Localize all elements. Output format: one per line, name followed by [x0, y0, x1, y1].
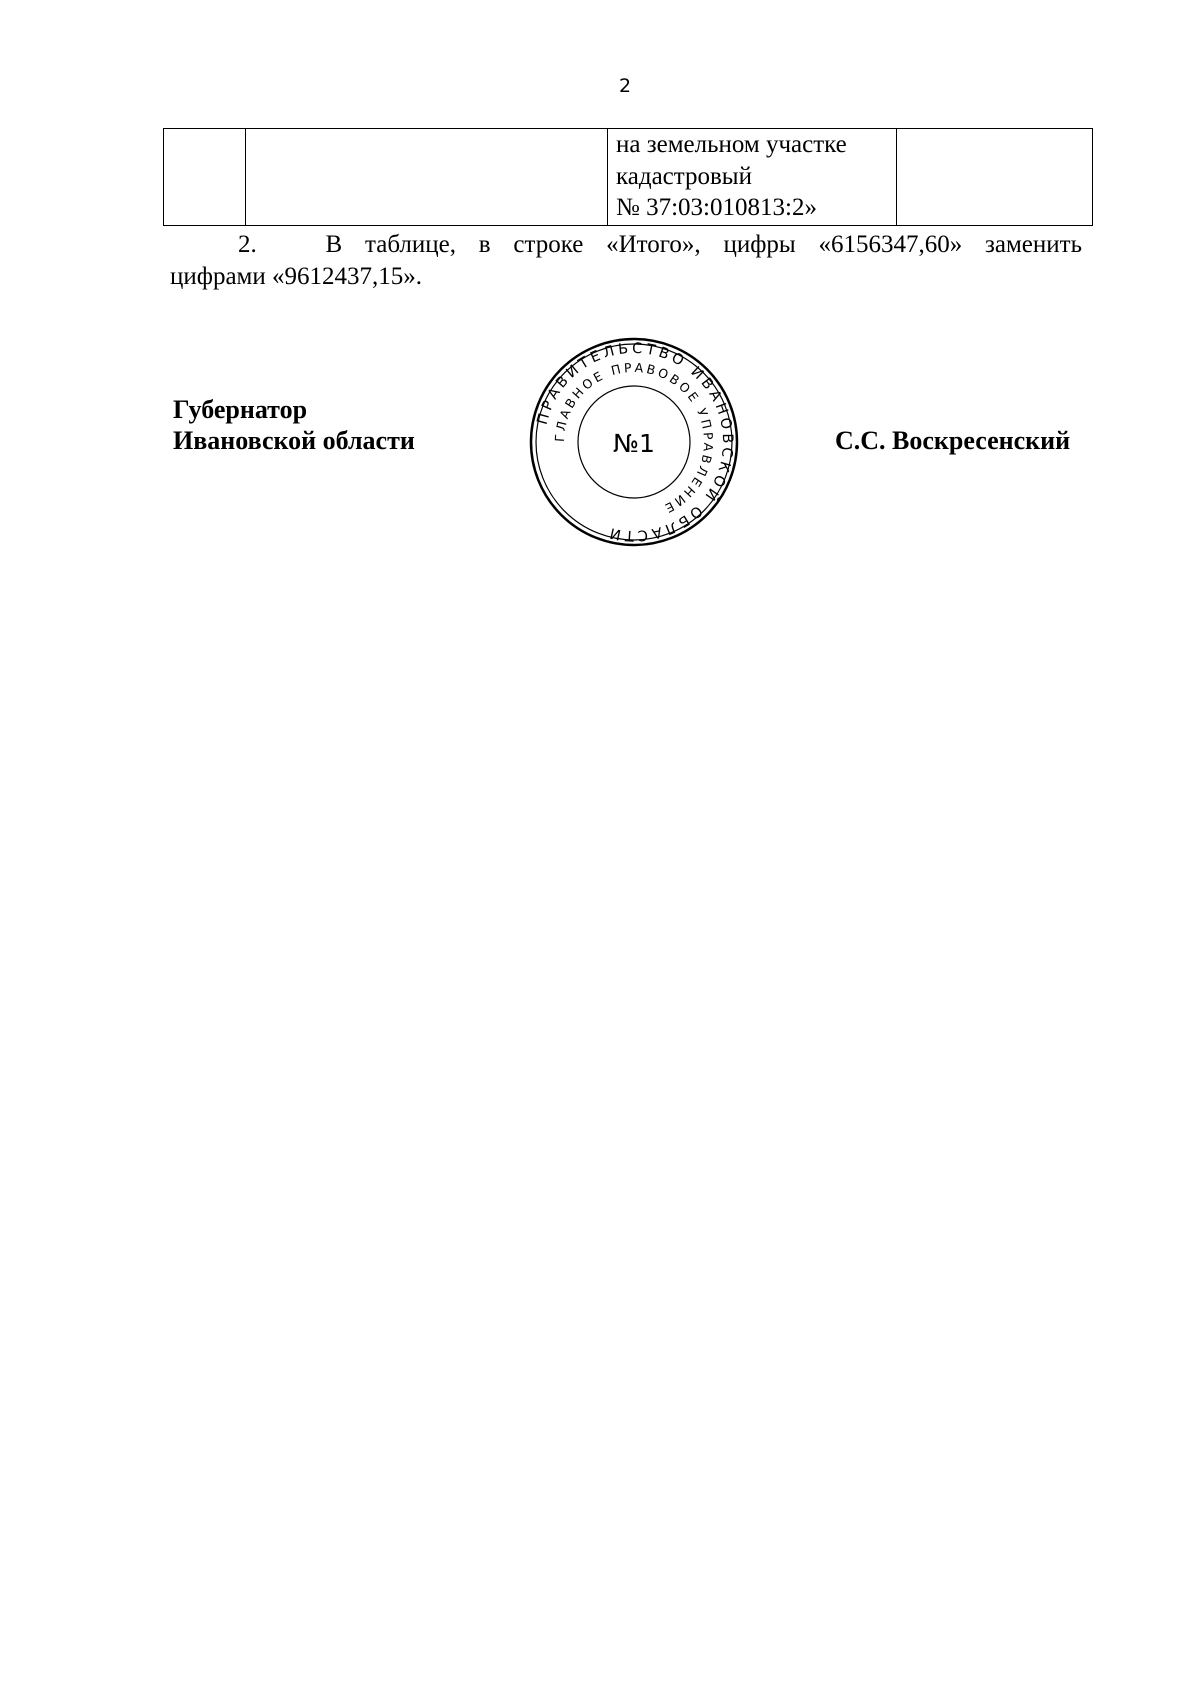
paragraph-word: таблице, [365, 231, 457, 258]
position-line-1: Губернатор [173, 395, 308, 424]
table-cell [897, 129, 1093, 226]
paragraph-word: «Итого», [606, 231, 701, 258]
seal-center-text: №1 [613, 429, 655, 458]
paragraph-word: строке [513, 231, 584, 258]
seal-inner-text: ГЛАВНОЕ ПРАВОВОЕ УПРАВЛЕНИЕ [551, 359, 717, 518]
paragraph-word: заменить [985, 231, 1082, 258]
paragraph-line-2: цифрами «9612437,15». [170, 263, 423, 290]
table-row [164, 129, 1093, 226]
paragraph-number: 2. [238, 231, 257, 258]
amendment-paragraph [170, 229, 1082, 293]
paragraph-word: В [325, 231, 343, 258]
continuation-table [163, 128, 1093, 226]
paragraph-line-1 [170, 229, 1082, 261]
signatory-name: С.С. Воскресенский [835, 426, 1071, 455]
table-cell [246, 129, 608, 226]
position-line-2: Ивановской области [173, 426, 415, 455]
page-number: 2 [618, 75, 632, 97]
table-cell [164, 129, 246, 226]
official-seal [528, 336, 740, 548]
table-cell-object-location: на земельном участке кадастровый № 37:03:010813:2» [608, 129, 897, 226]
seal-outer-text: ПРАВИТЕЛЬСТВО ИВАНОВСКОЙ ОБЛАСТИ [534, 340, 736, 544]
paragraph-word: «6156347,60» [818, 231, 963, 258]
paragraph-word: цифры [723, 231, 796, 258]
signatory-position [173, 394, 415, 456]
paragraph-word: в [478, 231, 491, 258]
